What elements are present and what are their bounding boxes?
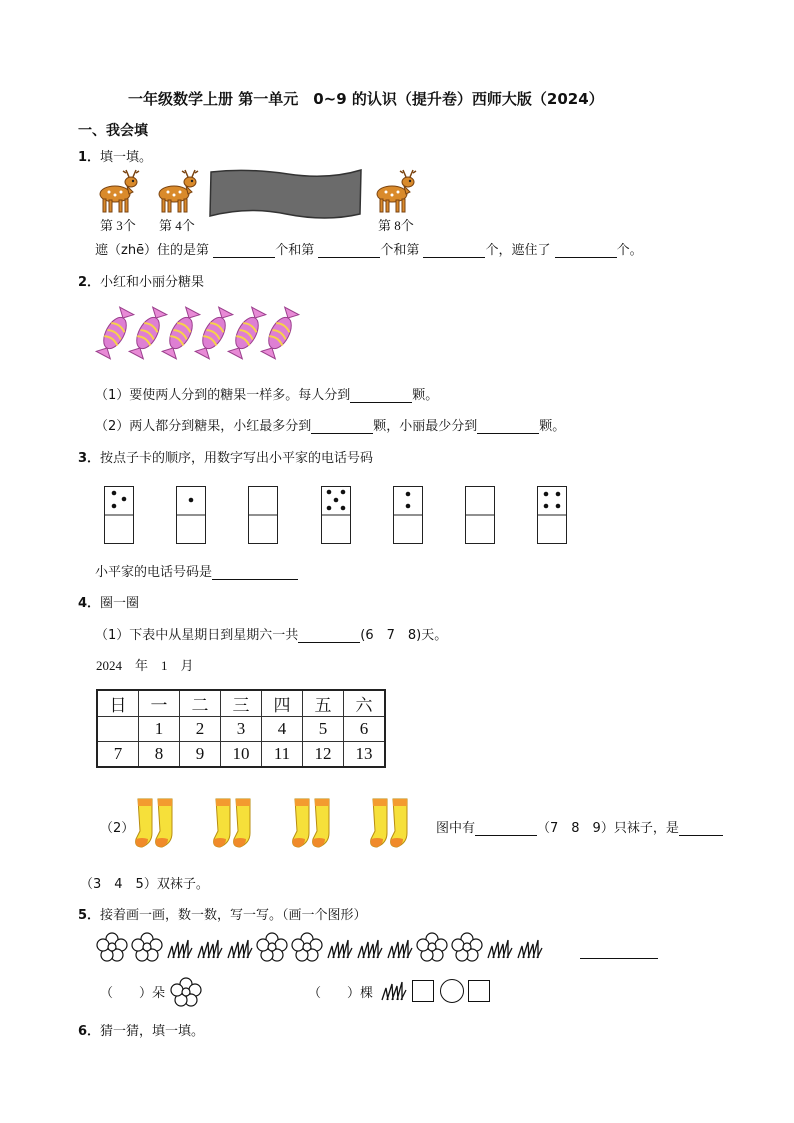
section-heading: 一、我会填 [78,123,148,139]
flower-icon [451,932,483,962]
deer-label: 第 8个 [378,218,414,233]
candy-icon [232,308,262,358]
square-shape[interactable] [412,980,434,1002]
calendar-row [97,717,385,742]
candy-row [100,308,300,360]
candy-icon [133,308,163,358]
calendar-cell: 9 [180,742,221,768]
grass-count: （ ）棵 [308,986,374,1001]
calendar-header: 二 [180,690,221,717]
sock-pair-icon [130,797,188,855]
grass-icon [386,932,418,962]
flower-icon [170,977,202,1007]
flower-icon [256,932,288,962]
answer-blank[interactable] [298,628,360,643]
calendar-cell: 3 [221,717,262,742]
calendar-header-row [97,690,385,717]
calendar-cell: 13 [344,742,386,768]
deer-icon [93,168,141,214]
calendar-header: 日 [97,690,139,717]
dot [341,506,346,511]
q4-sub2-line2: （3 4 5）双袜子。 [80,877,209,892]
flower-icon [96,932,128,962]
calendar-cell: 1 [139,717,180,742]
calendar-cell: 2 [180,717,221,742]
candy-icon [265,308,295,358]
flower-icon [416,932,448,962]
q4-sub2-prefix: （2） [100,821,135,836]
grass-icon [326,932,358,962]
grass-icon [486,932,518,962]
calendar-cell: 10 [221,742,262,768]
dot [406,492,411,497]
answer-blank[interactable] [555,243,617,258]
calendar-cell: 5 [303,717,344,742]
dot [556,504,561,509]
calendar-cell: 11 [262,742,303,768]
question-4: 4．圈一圈 [78,596,140,611]
grass-icon [166,932,198,962]
grass-icon [196,932,228,962]
flower-icon [131,932,163,962]
dot [406,504,411,509]
dot-card [248,486,278,544]
deer-label: 第 3个 [100,218,136,233]
answer-blank[interactable] [311,419,373,434]
grass-icon [356,932,388,962]
phone-number-blank[interactable] [212,565,298,580]
question-6: 6．猜一猜，填一填。 [78,1024,205,1039]
dot [544,504,549,509]
calendar-cell: 4 [262,717,303,742]
answer-blank[interactable] [213,243,275,258]
question-number: 1． [78,150,101,165]
grass-icon [380,980,408,1002]
calendar-title: 2024 年 1 月 [96,658,194,673]
dot-card [537,486,567,544]
dot [334,498,339,503]
dot [122,497,127,502]
circle-shape[interactable] [440,979,464,1003]
calendar-row [97,742,385,768]
dot [112,504,117,509]
dot [327,506,332,511]
flower-count: （ ）朵 [100,986,166,1001]
deer-label: 第 4个 [159,218,195,233]
dot [112,491,117,496]
dot [544,492,549,497]
answer-blank[interactable] [477,419,539,434]
q3-answer: 小平家的电话号码是 [95,561,298,580]
question-text: 填一填。 [100,150,153,165]
sock-pair-icon [365,797,423,855]
answer-blank[interactable] [350,388,412,403]
calendar-table [96,689,386,768]
dot [556,492,561,497]
dot-card [321,486,351,544]
q4-sub2: 图中有 （7 8 9）只袜子，是 [436,817,723,836]
calendar-header: 一 [139,690,180,717]
calendar-cell: 12 [303,742,344,768]
answer-blank[interactable] [318,243,380,258]
calendar-header: 六 [344,690,386,717]
answer-blank[interactable] [423,243,485,258]
question-1 [78,146,152,165]
deer-icon [152,168,200,214]
dot-card [465,486,495,544]
answer-blank[interactable] [475,821,537,836]
candy-icon [100,308,130,358]
q2-sub1: （1）要使两人分到的糖果一样多。每人分到 颗。 [95,388,439,403]
deer-icon [370,168,418,214]
sock-pair-icon [287,797,345,855]
q4-sub1: （1）下表中从星期日到星期六一共 (6 7 8)天。 [95,628,448,643]
grass-icon [226,932,258,962]
grass-icon [516,932,548,962]
flower-icon [291,932,323,962]
question-5: 5．接着画一画，数一数，写一写。（画一个图形） [78,908,367,923]
dot [189,498,194,503]
dot-card [393,486,423,544]
dot [341,490,346,495]
question-2: 2．小红和小丽分糖果 [78,275,205,290]
calendar-cell: 6 [344,717,386,742]
q1-sentence: 遮（zhē）住的是第 个和第 个和第 个，遮住了 个。 [95,243,643,258]
dot-card [176,486,206,544]
calendar-cell [97,717,139,742]
calendar-header: 五 [303,690,344,717]
page-title: 一年级数学上册 第一单元 0~9 的认识（提升卷）西师大版（2024） [128,90,604,108]
cover-banner [208,166,364,220]
calendar-header: 四 [262,690,303,717]
dot [327,490,332,495]
candy-icon [166,308,196,358]
calendar-cell: 7 [97,742,139,768]
square-shape[interactable] [468,980,490,1002]
calendar-header: 三 [221,690,262,717]
pattern-blank[interactable] [580,944,658,959]
q2-sub2: （2）两人都分到糖果，小红最多分到 颗，小丽最少分到 颗。 [95,419,566,434]
question-3: 3．按点子卡的顺序，用数字写出小平家的电话号码 [78,451,374,466]
answer-blank[interactable] [679,821,723,836]
sock-pair-icon [208,797,266,855]
calendar-cell: 8 [139,742,180,768]
candy-icon [199,308,229,358]
dot-card [104,486,134,544]
